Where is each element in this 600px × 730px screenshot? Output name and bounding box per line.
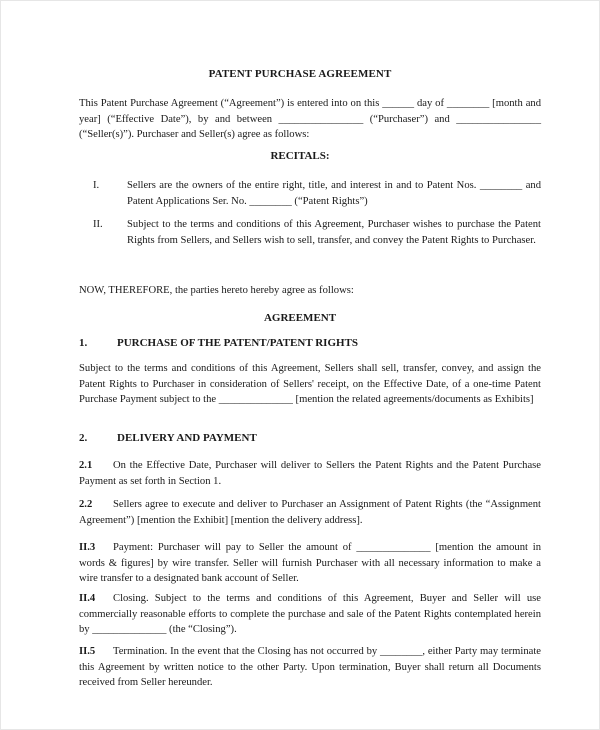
intro-paragraph: This Patent Purchase Agreement (“Agreement”) is entered into on this ______ day of ________ [month and year] (“Effective Date”), by and between ________________ (“Purchaser”) and ________________ (“Seller(s)”). Purchaser and Seller(s) agree as follows: — [79, 98, 541, 141]
section-1-heading — [79, 336, 541, 352]
clause-number: 2.1 — [79, 460, 93, 471]
recital-text: Subject to the terms and conditions of this Agreement, Purchaser wishes to purchase the Patent Rights from Sellers, and Sellers wish to sell, transfer, and convey the Patent Rights to Purchaser. — [127, 219, 541, 246]
section-2-heading — [79, 431, 541, 447]
clause-text: Termination. In the event that the Closing has not occurred by ________, either Party may terminate this Agreement by written notice to the other Party. Upon termination, Buyer shall return all Documents received from Seller hereunder. — [79, 646, 541, 689]
clause-text: Closing. Subject to the terms and conditions of this Agreement, Buyer and Seller will use commercially reasonable efforts to complete the purchase and sale of the Patent Rights contemplated herein by ______________ (the “Closing”). — [79, 593, 541, 636]
agreement-heading: AGREEMENT — [263, 312, 337, 324]
recital-item — [93, 217, 541, 265]
clause-2-4 — [79, 591, 541, 638]
clause-number: II.4 — [79, 593, 96, 604]
clause-text: Payment: Purchaser will pay to Seller the amount of ______________ [mention the amount in words & figures] by wire transfer. Seller will furnish Purchaser with all necessary information to make a wire transfer to a designated bank account of Seller. — [79, 542, 541, 585]
recital-item — [93, 178, 541, 210]
clause-text: On the Effective Date, Purchaser will deliver to Sellers the Patent Rights and the Patent Purchase Payment as set forth in Section 1. — [79, 460, 541, 487]
clause-2-1 — [79, 458, 541, 489]
recital-number: I. — [93, 180, 100, 191]
recital-text: Sellers are the owners of the entire right, title, and interest in and to Patent Nos. ________ and Patent Applications Ser. No. ________ (“Patent Rights”) — [127, 180, 541, 207]
section-1-body: Subject to the terms and conditions of this Agreement, Sellers shall sell, transfer, convey, and assign the Patent Rights to Purchaser in consideration of Sellers' receipt, on the Effective Date, of a one-time Patent Purchase Payment subject to the ______________ [mention the related agreements/documents as Exhibits] — [79, 363, 541, 406]
section-number: 2. — [79, 432, 88, 444]
clause-text: Sellers agree to execute and deliver to Purchaser an Assignment of Patent Rights (the “Assignment Agreement”) [mention the Exhibit] [mention the delivery address]. — [79, 499, 541, 526]
clause-number: 2.2 — [79, 499, 93, 510]
clause-2-3 — [79, 540, 541, 587]
section-number: 1. — [79, 337, 88, 349]
now-therefore-paragraph: NOW, THEREFORE, the parties hereto hereby agree as follows: — [79, 285, 354, 296]
clause-number: II.5 — [79, 646, 96, 657]
document-title: PATENT PURCHASE AGREEMENT — [208, 68, 392, 80]
clause-2-2 — [79, 497, 541, 528]
section-title: DELIVERY AND PAYMENT — [117, 432, 257, 444]
clause-2-5 — [79, 644, 541, 691]
recital-number: II. — [93, 219, 103, 230]
section-title: PURCHASE OF THE PATENT/PATENT RIGHTS — [117, 337, 359, 349]
clause-number: II.3 — [79, 542, 96, 553]
recitals-heading: RECITALS: — [270, 150, 330, 162]
